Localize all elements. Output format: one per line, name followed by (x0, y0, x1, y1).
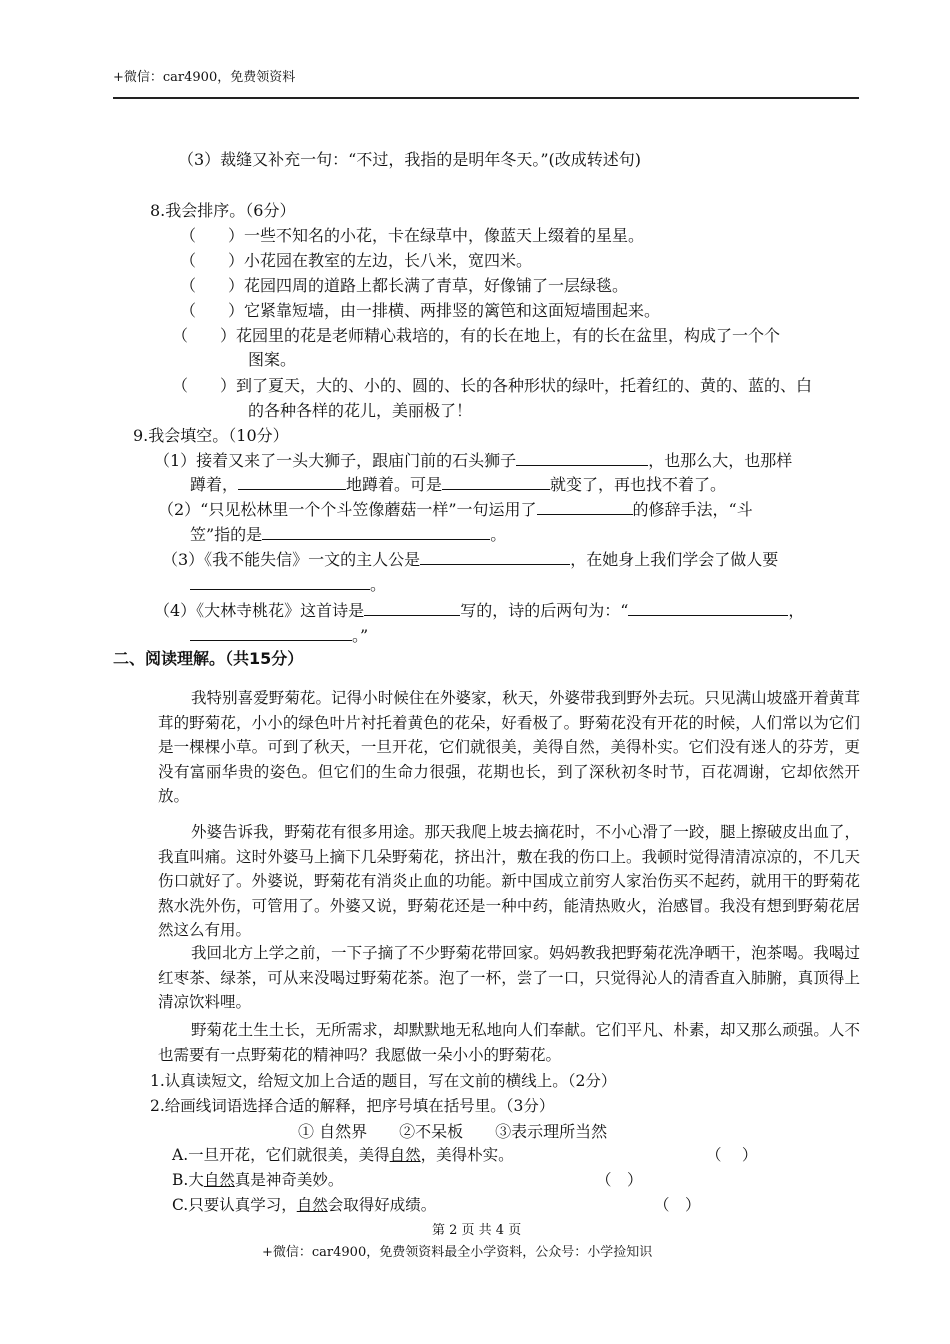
q9-1-text-a: （1）接着又来了一头大狮子，跟庙门前的石头狮子 (154, 451, 517, 470)
reading-q2-c (172, 1193, 436, 1215)
q9-1-text-d: 地蹲着。可是 (346, 475, 443, 494)
q9-line4-cont (190, 623, 368, 646)
q8-item-5-cont: 图案。 (248, 350, 297, 369)
q9-2-text-c: 笠”指的是 (190, 525, 263, 544)
q9-4-blank-3[interactable] (190, 624, 352, 641)
q9-2-blank-1[interactable] (537, 498, 633, 515)
footer-watermark: +微信：car4900，免费领资料最全小学资料，公众号：小学捡知识 (262, 1245, 653, 1260)
q8-item-1: （ ）一些不知名的小花，卡在绿草中，像蓝天上缀着的星星。 (180, 226, 645, 245)
q9-1-text-c: 蹲着， (190, 475, 239, 494)
q9-1-text-e: 就变了，再也找不着了。 (550, 475, 727, 494)
q9-3-text-c: 。 (370, 575, 387, 594)
q2b-text-post: 真是神奇美妙。 (234, 1171, 344, 1189)
q9-2-text-d: 。 (490, 525, 507, 544)
q8-item-4: （ ）它紧靠短墙，由一排横、两排竖的篱笆和这面短墙围起来。 (180, 301, 661, 320)
reading-q2-b (172, 1168, 343, 1190)
q2c-underlined-word: 自然 (296, 1196, 328, 1214)
q9-line3 (162, 547, 778, 570)
header-watermark: +微信：car4900，免费领资料 (113, 70, 296, 85)
reading-q2-options: ① 自然界 ②不呆板 ③表示理所当然 (298, 1122, 608, 1141)
q9-line1-cont (190, 472, 726, 495)
passage-paragraph-4: 野菊花土生土长，无所需求，却默默地无私地向人们奉献。它们平凡、朴素，却又那么顽强。人不也需要有一点野菊花的精神吗？我愿做一朵小小的野菊花。 (158, 1021, 860, 1064)
q9-4-text-c: ， (788, 601, 805, 620)
q9-3-blank-2[interactable] (190, 573, 370, 590)
q9-4-blank-1[interactable] (364, 599, 460, 616)
q2a-text-post: ，美得朴实。 (420, 1146, 514, 1164)
q2c-text-post: 会取得好成绩。 (327, 1196, 437, 1214)
q9-1-blank-3[interactable] (442, 473, 550, 490)
q2b-text-pre: B.大 (172, 1171, 204, 1189)
q2b-answer-paren[interactable]: （ ） (596, 1171, 643, 1189)
passage-paragraph-3: 我回北方上学之前，一下子摘了不少野菊花带回家。妈妈教我把野菊花洗净晒干，泡茶喝。我喝过红枣茶、绿茶，可从来没喝过野菊花茶。泡了一杯，尝了一口，只觉得沁人的清香直入肺腑，真顶得上清凉饮料哩。 (158, 944, 860, 1011)
page-number: 第 2 页 共 4 页 (432, 1223, 522, 1238)
reading-q1: 1.认真读短文，给短文加上合适的题目，写在文前的横线上。（2分） (150, 1072, 617, 1090)
q2c-answer-paren[interactable]: （ ） (654, 1196, 701, 1214)
q2a-answer-paren[interactable]: （ ） (706, 1146, 758, 1164)
q9-line4 (154, 598, 804, 621)
q9-4-text-b: 写的，诗的后两句为：“ (460, 601, 629, 620)
passage-paragraph-2: 外婆告诉我，野菊花有很多用途。那天我爬上坡去摘花时，不小心滑了一跤，腿上擦破皮出血了，我直叫痛。这时外婆马上摘下几朵野菊花，挤出汁，敷在我的伤口上。我顿时觉得清清凉凉的，不几天伤口就好了。外婆说，野菊花有消炎止血的功能。新中国成立前穷人家治伤买不起药，就用干的野菊花熬水洗外伤，可管用了。外婆又说，野菊花还是一种中药，能清热败火，治感冒。我没有想到野菊花居然这么有用。 (158, 823, 860, 939)
q7-part3: （3）裁缝又补充一句：“不过，我指的是明年冬天。”(改成转述句) (178, 150, 642, 169)
q8-item-6-cont: 的各种各样的花儿，美丽极了！ (248, 401, 473, 420)
q2b-underlined-word: 自然 (203, 1171, 235, 1189)
q9-1-blank-1[interactable] (516, 449, 648, 466)
q8-item-3: （ ）花园四周的道路上都长满了青草，好像铺了一层绿毯。 (180, 276, 629, 295)
header-rule (113, 97, 859, 99)
q9-1-blank-2[interactable] (238, 473, 346, 490)
q9-2-text-b: 的修辞手法，“斗 (632, 500, 753, 519)
section2-title: 二、阅读理解。（共15分） (113, 649, 304, 668)
reading-q2-a (172, 1143, 514, 1165)
q9-line2-cont (190, 522, 506, 545)
q9-4-text-d: 。” (352, 626, 369, 645)
q9-line1 (154, 448, 792, 471)
q8-title: 8.我会排序。（6分） (150, 201, 296, 220)
q9-3-blank-1[interactable] (420, 548, 570, 565)
q2a-underlined-word: 自然 (389, 1146, 421, 1164)
q9-1-text-b: ，也那么大，也那样 (648, 451, 793, 470)
q9-line2 (158, 497, 753, 520)
q9-2-text-a: （2）“只见松林里一个个斗笠像蘑菇一样”一句运用了 (158, 500, 537, 519)
q9-title: 9.我会填空。（10分） (133, 426, 289, 445)
q8-item-6: （ ）到了夏天，大的、小的、圆的、长的各种形状的绿叶，托着红的、黄的、蓝的、白 (172, 376, 813, 395)
q8-item-5: （ ）花园里的花是老师精心栽培的，有的长在地上，有的长在盆里，构成了一个个 (172, 326, 781, 345)
q9-4-text-a: （4）《大林寺桃花》这首诗是 (154, 601, 365, 620)
q9-3-text-a: （3）《我不能失信》一文的主人公是 (162, 550, 421, 569)
q9-4-blank-2[interactable] (628, 599, 788, 616)
q2c-text-pre: C.只要认真学习， (172, 1196, 297, 1214)
reading-q2-title: 2.给画线词语选择合适的解释，把序号填在括号里。（3分） (150, 1097, 555, 1115)
q8-item-2: （ ）小花园在教室的左边，长八米，宽四米。 (180, 251, 533, 270)
q9-3-text-b: ，在她身上我们学会了做人要 (570, 550, 779, 569)
q9-line3-cont (190, 572, 386, 595)
passage-paragraph-1: 我特别喜爱野菊花。记得小时候住在外婆家，秋天，外婆带我到野外去玩。只见满山坡盛开着黄茸茸的野菊花，小小的绿色叶片衬托着黄色的花朵，好看极了。野菊花没有开花的时候，人们常以为它们是一棵棵小草。可到了秋天，一旦开花，它们就很美，美得自然，美得朴实。它们没有迷人的芬芳，更没有富丽华贵的姿色。但它们的生命力很强，花期也长，到了深秋初冬时节，百花凋谢，它却依然开放。 (158, 689, 860, 805)
q2a-text-pre: A.一旦开花，它们就很美，美得 (172, 1146, 390, 1164)
q9-2-blank-2[interactable] (262, 523, 490, 540)
